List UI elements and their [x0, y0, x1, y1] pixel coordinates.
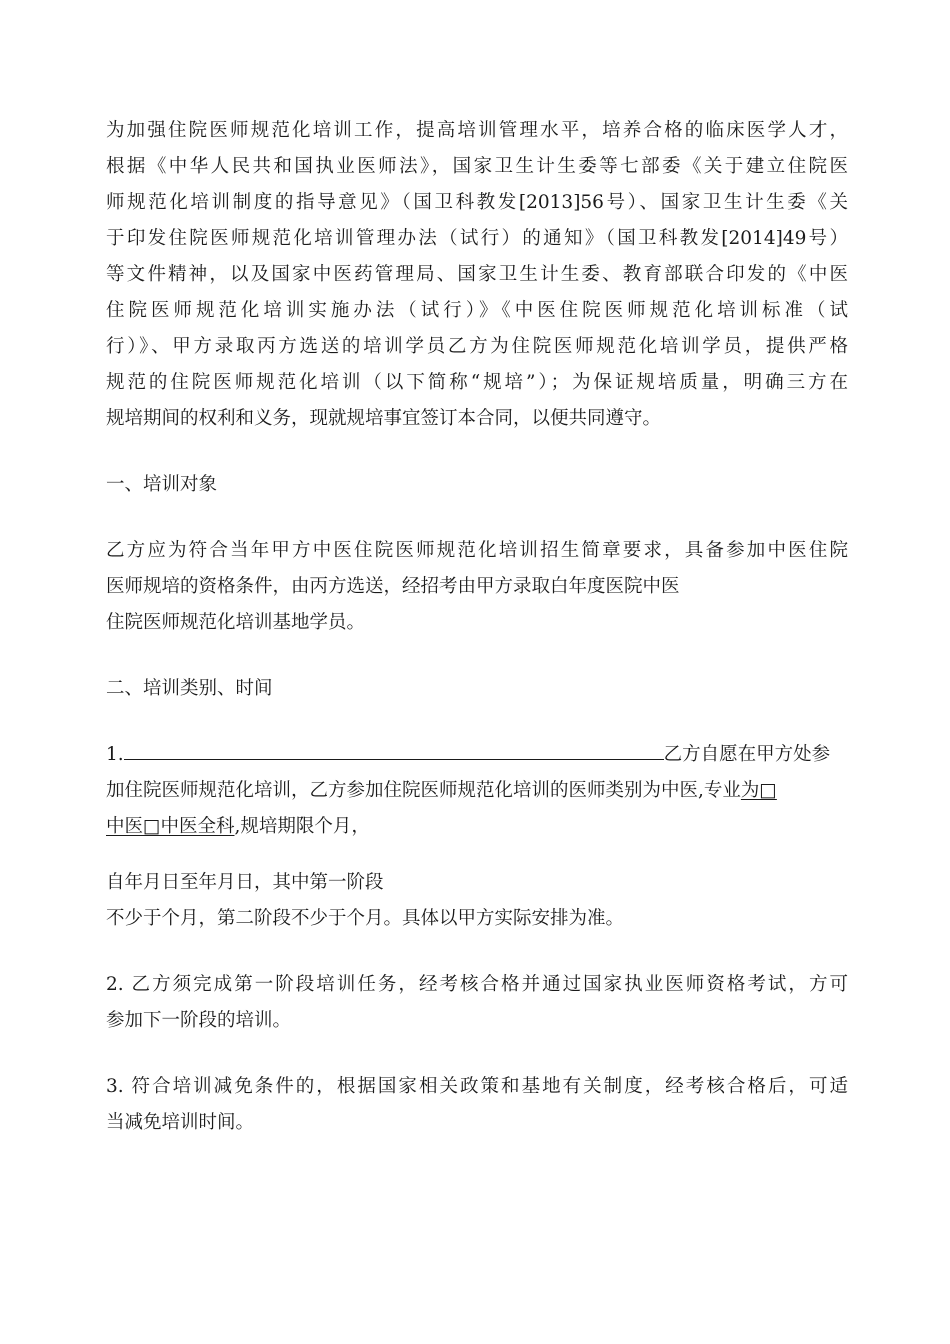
section-2-item-3	[106, 1069, 848, 1141]
preamble-line-2: 根据《中华人民共和国执业医师法》，国家卫生计生委等七部委《关于建立住院医	[106, 156, 848, 177]
preamble-line-5: 等文件精神，以及国家中医药管理局、国家卫生计生委、教育部联合印发的《中医	[106, 264, 848, 285]
item-2-line-2: 参加下一阶段的培训。	[106, 1010, 292, 1031]
section-2-item-1	[106, 737, 848, 937]
item-3-line-1: 3. 符合培训减免条件的，根据国家相关政策和基地有关制度，经考核合格后，可适	[106, 1076, 848, 1097]
item-1-line-1-tail: 乙方自愿在甲方处参	[663, 744, 831, 765]
item-1-line-4: 自年月日至年月日，其中第一阶段	[106, 872, 384, 893]
item-3-line-2: 当减免培训时间。	[106, 1112, 255, 1133]
preamble-line-6: 住院医师规范化培训实施办法（试行）》《中医住院医师规范化培训标准（试	[106, 300, 848, 321]
item-1-line-5: 不少于个月，第二阶段不少于个月。具体以甲方实际安排为准。	[106, 908, 625, 929]
item-1-line-2	[106, 773, 848, 809]
preamble-line-3: 师规范化培训制度的指导意见》（国卫科教发[2013]56号）、国家卫生计生委《关	[106, 192, 848, 213]
section-1-line-1: 乙方应为符合当年甲方中医住院医师规范化培训招生简章要求，具备参加中医住院	[106, 540, 848, 561]
specialty-options-underlined: 中医□中医全科	[106, 816, 235, 837]
section-2-item-2	[106, 967, 848, 1039]
contract-document	[106, 113, 848, 1141]
item-1-line-3-tail: ,规培期限个月，	[234, 816, 370, 837]
item-1-number: 1.	[106, 744, 124, 765]
item-1-line-3	[106, 809, 848, 845]
item-2-line-1: 2. 乙方须完成第一阶段培训任务，经考核合格并通过国家执业医师资格考试，方可	[106, 974, 848, 995]
item-1-line-1	[106, 737, 848, 773]
preamble-line-7: 行）》、甲方录取丙方选送的培训学员乙方为住院医师规范化培训学员，提供严格	[106, 336, 848, 357]
preamble-line-1: 为加强住院医师规范化培训工作，提高培训管理水平，培养合格的临床医学人才，	[106, 120, 848, 141]
preamble-paragraph	[106, 113, 848, 437]
section-1-line-3: 住院医师规范化培训基地学员。	[106, 612, 366, 633]
specialty-option-underlined: 为□	[740, 780, 777, 801]
preamble-line-4: 于印发住院医师规范化培训管理办法（试行）的通知》（国卫科教发[2014]49号）	[106, 228, 848, 249]
section-1-line-2: 医师规培的资格条件，由丙方选送，经招考由甲方录取白年度医院中医	[106, 576, 680, 597]
section-2-heading: 二、培训类别、时间	[106, 678, 273, 699]
item-1-line-2-main: 加住院医师规范化培训，乙方参加住院医师规范化培训的医师类别为中医,专业	[106, 780, 741, 801]
preamble-line-9: 规培期间的权利和义务，现就规培事宜签订本合同，以便共同遵守。	[106, 408, 662, 429]
section-1-paragraph	[106, 533, 848, 641]
fill-in-blank[interactable]	[124, 737, 664, 760]
section-1-heading: 一、培训对象	[106, 474, 218, 495]
preamble-line-8: 规范的住院医师规范化培训（以下简称“规培”）；为保证规培质量，明确三方在	[106, 372, 848, 393]
